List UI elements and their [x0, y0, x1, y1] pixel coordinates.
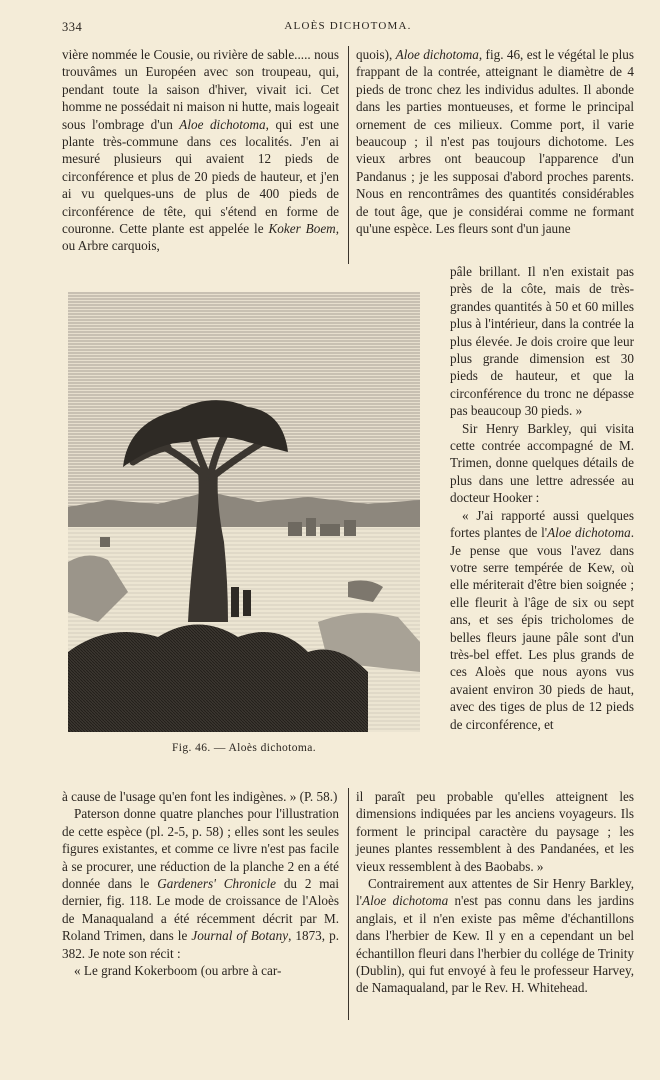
right-column-bottom — [356, 788, 634, 997]
column-rule — [348, 788, 349, 1020]
figure-caption: Fig. 46. — Aloès dichotoma. — [171, 742, 316, 754]
paragraph: pâle brillant. Il n'en existait pas près de la côte, mais de très-grandes quantités à 50 et 60 milles plus à l'intérieur, dans la contrée la plus élevée. Je dois croire que leur plus grande dimension est 30 pieds de hauteur, et que la circonférence du tronc ne dépasse pas beaucoup 30 pieds. » — [450, 264, 634, 419]
paragraph: « J'ai rapporté aussi quelques fortes plantes de l'Aloe dichotoma. Je pense que vous l'avez dans votre serre tempérée de Kew, où elle mériterait d'être bien soignée ; elle fleurit à l'âge de six ou sept ans, et ses épis tricholomes de belles fleurs jaune pâle sont d'un très-bel effet. Les plus grands de ces Aloès que nous ayons vus avaient environ 30 pieds de haut, avec des tiges de plus de 12 pieds de circonférence, et — [450, 507, 634, 732]
right-column-top — [356, 46, 634, 237]
page-number: 334 — [62, 20, 83, 34]
paragraph: Contrairement aux attentes de Sir Henry Barkley, l'Aloe dichotoma n'est pas connu dans les jardins anglais, et il n'en existe pas même d'échantillons dans l'herbier de Kew. Il y en a cependant un bel échantillon fleuri dans l'herbier du collége de Trinity (Dublin), qui fut envoyé à feu le professeur Harvey, de Namaqualand, par le Rev. H. Whitehead. — [356, 876, 634, 996]
running-title: ALOÈS DICHOTOMA. — [284, 20, 412, 32]
left-column-top — [62, 46, 339, 255]
paragraph: vière nommée le Cousie, ou rivière de sable..... nous trouvâmes un Européen avec son troupeau, qui, pendant toute la saison d'hiver, vivait ici. Cet homme ne possédait ni maison ni hutte, mais logeait sous l'ombrage d'un Aloe dichotoma, qui est une plante très-commune dans ces localités. J'en ai mesuré plusieurs qui avaient 12 pieds de circonférence et plus de 20 pieds de hauteur, et j'en ai vu quelques-uns de plus de 400 pieds de circonférence de tête, qui s'étend en forme de couronne. Cette plante est appelée le Koker Boem, ou Arbre carquois, — [62, 47, 339, 254]
page-header — [62, 20, 634, 38]
paragraph: il paraît peu probable qu'elles atteignent les dimensions indiquées par les anciens voyageurs. Ils forment le principal caractère du paysage ; les jeunes plantes ressemblent à des Pandanées, et les vieux ressemblent à des Baobabs. » — [356, 789, 634, 874]
left-column-bottom — [62, 788, 339, 979]
right-column-middle — [450, 263, 634, 733]
paragraph: à cause de l'usage qu'en font les indigènes. » (P. 58.) — [62, 789, 338, 804]
paragraph: Sir Henry Barkley, qui visita cette contrée accompagné de M. Trimen, donne quelques détails de plus dans une lettre adressée au docteur Hooker : — [450, 420, 634, 506]
paragraph: Paterson donne quatre planches pour l'illustration de cette espèce (pl. 2-5, p. 58) ; elles sont les seules figures existantes, et comme ce livre n'est pas facile à se procurer, une réduction de la planche 2 en a été donnée dans le Gardeners' Chronicle du 2 mai dernier, fig. 118. Le mode de croissance de l'Aloès de Manaqualand a été récemment décrit par M. Roland Trimen, dans le Journal of Botany, 1873, p. 382. Je note son récit : — [62, 806, 339, 961]
column-rule — [348, 46, 349, 264]
aloe-dichotoma-illustration — [68, 292, 420, 732]
paragraph: « Le grand Kokerboom (ou arbre à car- — [74, 963, 282, 979]
paragraph: quois), Aloe dichotoma, fig. 46, est le végétal le plus frappant de la contrée, atteignant le diamètre de 4 pieds de tronc chez les individus adultes. Il abonde dans les parties montueuses, et forme le principal ornement de ces milieux. Comme port, il varie beaucoup ; il n'est pas toujours dichotome. Les vieux arbres ont beaucoup l'apparence d'un Pandanus ; je les supposai d'abord proches parents. Nous en rencontrâmes des quantités considérables de tout âge, que je considérai comme ne formant qu'une espèce. Les fleurs sont d'un jaune — [356, 47, 634, 237]
